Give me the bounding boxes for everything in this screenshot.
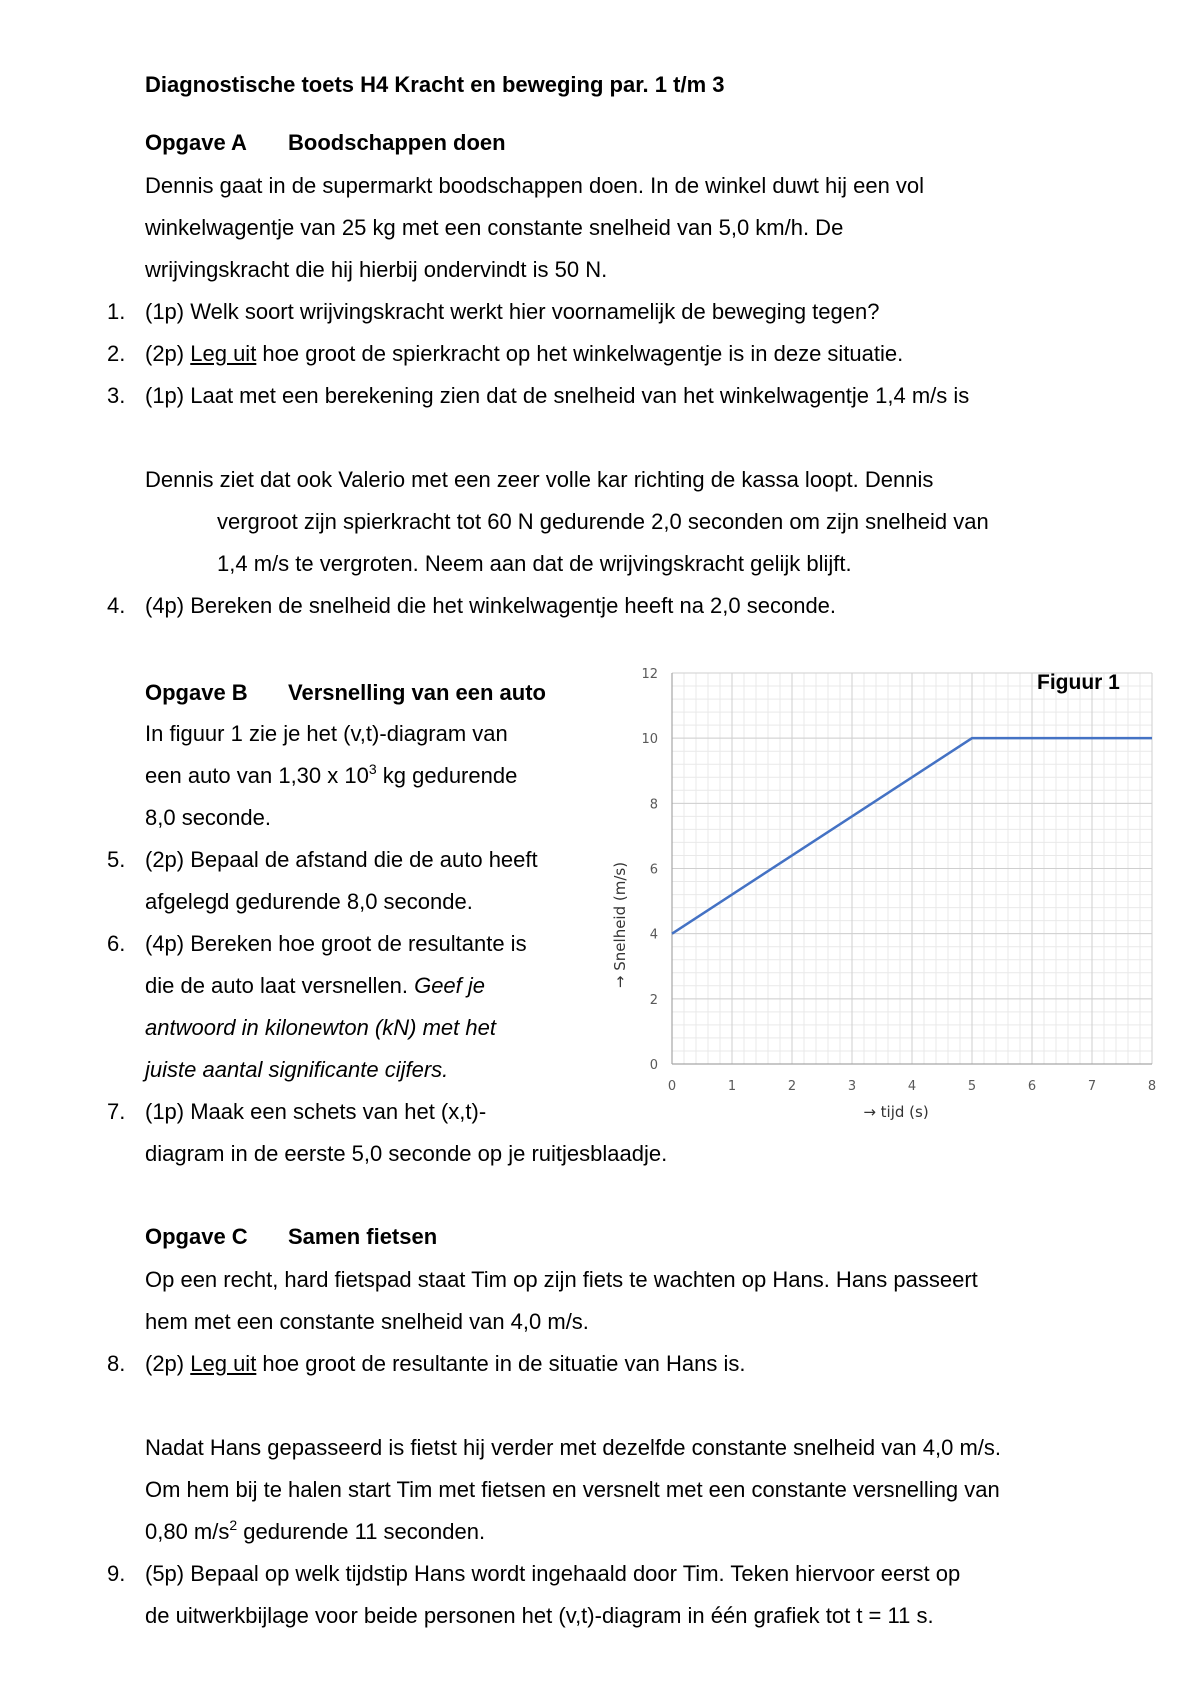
chart-y-axis-label: → Snelheid (m/s) [611,861,629,989]
chart-x-tick-label: 7 [1087,1079,1097,1094]
opgave-c-para2-2: Om hem bij te halen start Tim met fietsen en versnelt met een constante versnelling van [145,1477,1000,1502]
chart-y-tick-label: 8 [649,797,658,813]
opgave-b-intro-2 [145,761,517,793]
chart-x-tick-label: 1 [727,1079,737,1094]
chart-x-tick-label: 4 [907,1079,917,1094]
opgave-b-label: Opgave B [145,680,248,705]
q9-line-1: (5p) Bepaal op welk tijdstip Hans wordt ingehaald door Tim. Teken hiervoor eerst op [145,1561,961,1586]
chart-x-tick-label: 0 [667,1079,677,1094]
chart-y-tick-label: 6 [649,862,658,878]
chart-x-tick-label: 8 [1147,1079,1157,1094]
q6-line-1: (4p) Bereken hoe groot de resultante is [145,931,527,956]
opgave-a-name: Boodschappen doen [288,130,506,155]
opgave-a-para2-1: Dennis ziet dat ook Valerio met een zeer volle kar richting de kassa loopt. Dennis [145,467,934,492]
opgave-a-para2-2: vergroot zijn spierkracht tot 60 N gedurende 2,0 seconden om zijn snelheid van [217,509,989,534]
opgave-b-intro-1: In figuur 1 zie je het (v,t)-diagram van [145,721,508,746]
opgave-a-label: Opgave A [145,130,247,155]
opgave-c-intro-1: Op een recht, hard fietspad staat Tim op zijn fiets te wachten op Hans. Hans passeert [145,1267,978,1292]
q6-line-2-italic: Geef je [414,973,486,998]
q1-number: 1. [107,299,126,324]
opgave-a-intro-2: winkelwagentje van 25 kg met een constante snelheid van 5,0 km/h. De [145,215,844,240]
chart-y-tick-label: 10 [641,732,658,748]
opgave-c-para2-3-post: gedurende 11 seconden. [237,1519,486,1544]
opgave-c-name: Samen fietsen [288,1224,438,1249]
q6-line-2 [145,971,485,1001]
q7-number: 7. [107,1099,126,1124]
opgave-c-para2-3-pre: 0,80 m/s [145,1519,230,1544]
chart-x-tick-label: 3 [847,1079,857,1094]
q8-underlined: Leg uit [190,1351,257,1376]
opgave-b-intro-2-sup: 3 [368,761,377,777]
q8-text [145,1349,746,1379]
q2-underlined: Leg uit [190,341,257,366]
q6-number: 6. [107,931,126,956]
vt-chart [600,655,1160,1135]
chart-x-axis-label: → tijd (s) [863,1103,929,1121]
q5-number: 5. [107,847,126,872]
chart-x-tick-label: 5 [967,1079,977,1094]
opgave-a-para2-3: 1,4 m/s te vergroten. Neem aan dat de wrijvingskracht gelijk blijft. [217,551,852,576]
q8-number: 8. [107,1351,126,1376]
opgave-c-label: Opgave C [145,1224,248,1249]
q9-line-2: de uitwerkbijlage voor beide personen het (v,t)-diagram in één grafiek tot t = 11 s. [145,1603,934,1628]
q5-line-2: afgelegd gedurende 8,0 seconde. [145,889,473,914]
q2-post: hoe groot de spierkracht op het winkelwagentje is in deze situatie. [256,341,904,366]
q2-text [145,339,903,369]
q8-post: hoe groot de resultante in de situatie van Hans is. [256,1351,746,1376]
q5-line-1: (2p) Bepaal de afstand die de auto heeft [145,847,538,872]
q4-text: (4p) Bereken de snelheid die het winkelwagentje heeft na 2,0 seconde. [145,593,837,618]
chart-title: Figuur 1 [1037,671,1120,694]
q7-line-1: (1p) Maak een schets van het (x,t)- [145,1099,487,1124]
q7-line-2: diagram in de eerste 5,0 seconde op je ruitjesblaadje. [145,1141,668,1166]
q8-pre: (2p) [145,1351,191,1376]
opgave-c-para2-3-sup: 2 [229,1517,238,1533]
chart-y-tick-label: 2 [649,992,658,1008]
opgave-b-intro-2-pre: een auto van 1,30 x 10 [145,763,369,788]
q9-number: 9. [107,1561,126,1586]
opgave-c-para2-1: Nadat Hans gepasseerd is fietst hij verder met dezelfde constante snelheid van 4,0 m/s. [145,1435,1002,1460]
q3-number: 3. [107,383,126,408]
opgave-a-intro-1: Dennis gaat in de supermarkt boodschappen doen. In de winkel duwt hij een vol [145,173,925,198]
page-title: Diagnostische toets H4 Kracht en beweging par. 1 t/m 3 [145,72,725,97]
chart-x-tick-label: 2 [787,1079,797,1094]
opgave-a-intro-3: wrijvingskracht die hij hierbij ondervindt is 50 N. [145,257,608,282]
chart-x-tick-label: 6 [1027,1079,1037,1094]
opgave-c-para2-3 [145,1517,485,1549]
q3-text: (1p) Laat met een berekening zien dat de snelheid van het winkelwagentje 1,4 m/s is [145,383,970,408]
q2-number: 2. [107,341,126,366]
opgave-b-intro-3: 8,0 seconde. [145,805,271,830]
chart-y-tick-label: 0 [649,1058,658,1073]
q6-line-4: juiste aantal significante cijfers. [145,1057,449,1082]
chart-y-tick-label: 12 [641,667,658,682]
opgave-c-intro-2: hem met een constante snelheid van 4,0 m/s. [145,1309,589,1334]
opgave-b-intro-2-post: kg gedurende [376,763,518,788]
q6-line-2-pre: die de auto laat versnellen. [145,973,415,998]
chart-y-tick-label: 4 [649,927,658,943]
q1-text: (1p) Welk soort wrijvingskracht werkt hier voornamelijk de beweging tegen? [145,299,880,324]
opgave-b-name: Versnelling van een auto [288,680,546,705]
q4-number: 4. [107,593,126,618]
q2-pre: (2p) [145,341,191,366]
q6-line-3: antwoord in kilonewton (kN) met het [145,1015,496,1040]
